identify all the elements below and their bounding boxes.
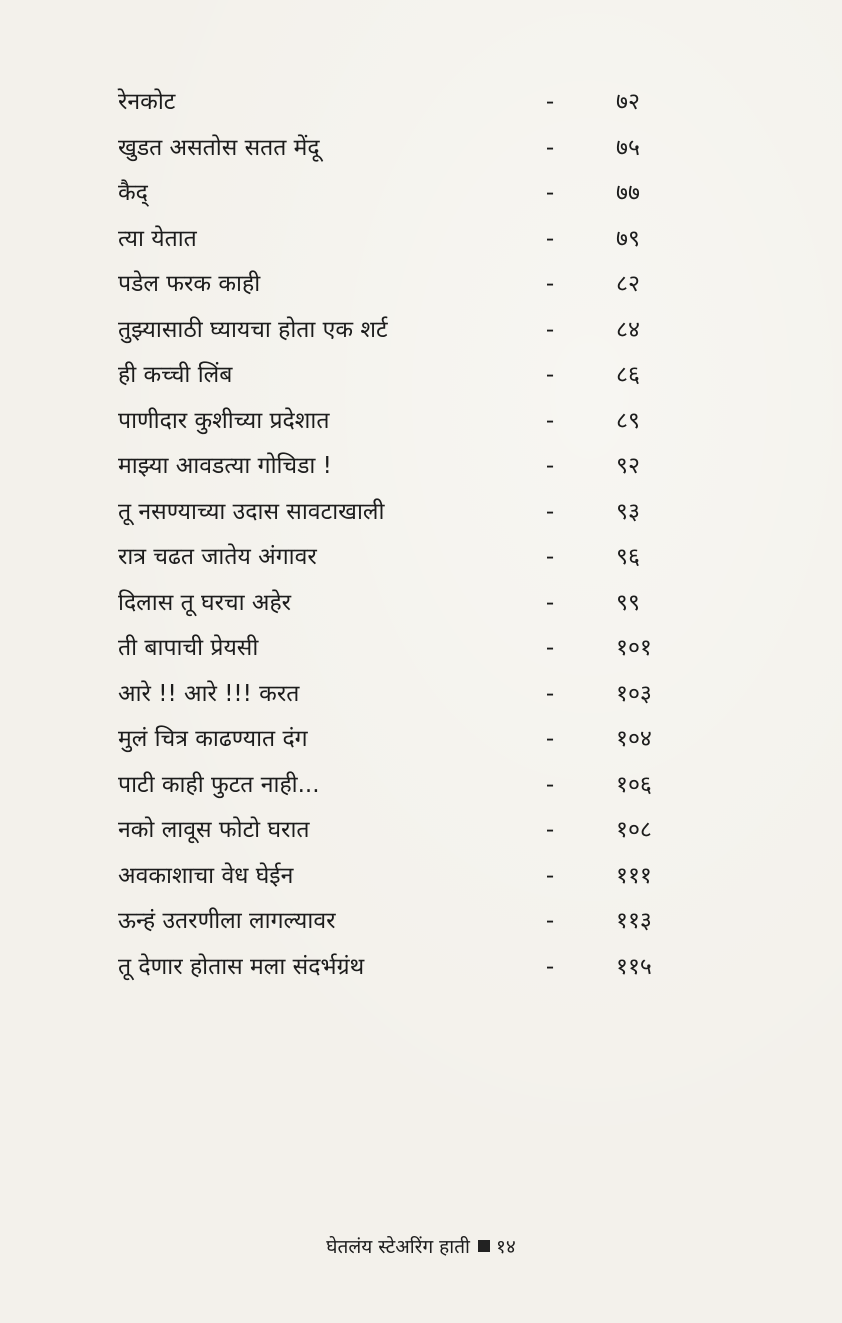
toc-entry-title: आरे !! आरे !!! करत <box>118 680 300 707</box>
toc-entry-dash: - <box>545 635 555 661</box>
toc-entry-title: ऊन्हं उतरणीला लागल्यावर <box>118 908 336 934</box>
toc-entry-dash: - <box>545 726 555 752</box>
toc-entry-title: पाटी काही फुटत नाही... <box>118 771 320 798</box>
toc-entry <box>118 581 718 627</box>
toc-entry-title: खुडत असतोस सतत मेंदू <box>118 134 320 161</box>
toc-entry <box>118 763 718 809</box>
toc-entry-dash: - <box>545 271 555 297</box>
toc-entry <box>118 672 718 718</box>
square-bullet-icon <box>478 1240 490 1252</box>
toc-entry-title: तू नसण्याच्या उदास सावटाखाली <box>118 498 385 525</box>
toc-entry-page-number: ९२ <box>616 453 640 479</box>
toc-entry <box>118 444 718 490</box>
toc-entry-dash: - <box>545 362 555 388</box>
toc-entry-page-number: ७५ <box>616 134 640 161</box>
toc-entry-dash: - <box>545 89 555 115</box>
toc-entry-page-number: ९९ <box>616 589 640 616</box>
toc-entry-title: अवकाशाचा वेध घेईन <box>118 862 294 889</box>
toc-entry-dash: - <box>545 589 555 616</box>
toc-entry-title: पाणीदार कुशीच्या प्रदेशात <box>118 407 330 434</box>
toc-entry-page-number: ९३ <box>616 498 640 525</box>
toc-entry-title: ही कच्ची लिंब <box>118 362 233 388</box>
toc-entry-page-number: १०६ <box>616 771 652 798</box>
toc-entry-page-number: ९६ <box>616 544 640 570</box>
toc-entry <box>118 171 718 217</box>
toc-entry <box>118 717 718 763</box>
table-of-contents <box>118 80 718 990</box>
toc-entry-title: रात्र चढत जातेय अंगावर <box>118 544 317 570</box>
toc-entry-title: माझ्या आवडत्या गोचिडा ! <box>118 453 332 479</box>
toc-entry-dash: - <box>545 953 555 980</box>
toc-entry-title: मुलं चित्र काढण्यात दंग <box>118 726 308 752</box>
toc-entry-dash: - <box>545 680 555 707</box>
toc-entry-dash: - <box>545 316 555 343</box>
toc-entry <box>118 126 718 172</box>
toc-entry-page-number: ७७ <box>616 180 640 206</box>
toc-entry-page-number: ७२ <box>616 89 640 115</box>
toc-entry <box>118 217 718 263</box>
toc-entry-page-number: ८९ <box>616 407 640 434</box>
toc-entry-dash: - <box>545 498 555 525</box>
toc-entry-dash: - <box>545 771 555 798</box>
toc-entry <box>118 854 718 900</box>
toc-entry-title: रेनकोट <box>118 89 176 115</box>
toc-entry-dash: - <box>545 862 555 889</box>
toc-entry <box>118 353 718 399</box>
toc-entry-page-number: १०१ <box>616 635 652 661</box>
page-footer <box>0 1233 842 1259</box>
toc-entry-page-number: ७९ <box>616 225 640 252</box>
toc-entry-dash: - <box>545 180 555 206</box>
toc-entry <box>118 262 718 308</box>
footer-page-number: १४ <box>495 1236 516 1258</box>
footer-book-title: घेतलंय स्टेअरिंग हाती <box>326 1236 470 1258</box>
toc-entry-page-number: ८६ <box>616 362 640 388</box>
toc-entry-title: तू देणार होतास मला संदर्भग्रंथ <box>118 953 365 980</box>
toc-entry-page-number: ११३ <box>616 908 652 934</box>
toc-entry <box>118 490 718 536</box>
toc-entry-title: त्या येतात <box>118 225 197 252</box>
toc-entry <box>118 535 718 581</box>
toc-entry <box>118 945 718 991</box>
toc-entry <box>118 308 718 354</box>
toc-entry-page-number: १०८ <box>616 817 652 843</box>
toc-entry-dash: - <box>545 908 555 934</box>
toc-entry-title: कैद् <box>118 180 148 206</box>
toc-entry-page-number: १०४ <box>616 726 652 752</box>
toc-entry <box>118 399 718 445</box>
toc-entry-page-number: ८२ <box>616 271 640 297</box>
toc-entry-dash: - <box>545 225 555 252</box>
toc-entry-dash: - <box>545 544 555 570</box>
toc-entry <box>118 80 718 126</box>
toc-entry-title: ती बापाची प्रेयसी <box>118 635 259 661</box>
toc-entry-page-number: १११ <box>616 862 652 889</box>
toc-entry-title: दिलास तू घरचा अहेर <box>118 589 292 616</box>
toc-entry <box>118 899 718 945</box>
toc-entry-page-number: ११५ <box>616 953 652 980</box>
toc-entry-dash: - <box>545 134 555 161</box>
toc-entry <box>118 626 718 672</box>
toc-entry-title: नको लावूस फोटो घरात <box>118 817 310 843</box>
toc-entry-title: तुझ्यासाठी घ्यायचा होता एक शर्ट <box>118 316 388 343</box>
toc-entry-title: पडेल फरक काही <box>118 271 261 297</box>
toc-entry <box>118 808 718 854</box>
toc-entry-dash: - <box>545 817 555 843</box>
toc-entry-dash: - <box>545 453 555 479</box>
toc-entry-page-number: १०३ <box>616 680 652 707</box>
toc-entry-page-number: ८४ <box>616 316 640 343</box>
toc-entry-dash: - <box>545 407 555 434</box>
